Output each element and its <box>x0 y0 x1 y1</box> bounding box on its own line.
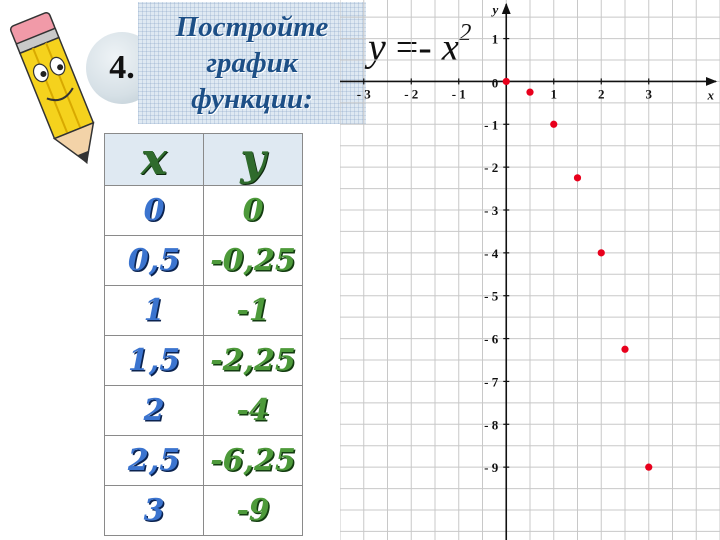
table-cell-x: 1,5 <box>105 336 204 386</box>
y-tick-label: - 3 <box>484 203 499 218</box>
y-tick-label: - 8 <box>484 417 499 433</box>
formula-y: y <box>368 24 386 70</box>
table-row <box>105 336 303 386</box>
y-tick-label: - 7 <box>484 374 499 390</box>
table-cell-x: 0 <box>105 186 204 236</box>
x-axis-label: x <box>707 87 714 103</box>
task-title-line-1: Постройте <box>175 11 329 43</box>
table-row <box>105 236 303 286</box>
y-tick-label: 1 <box>491 31 499 47</box>
table-header-y: y <box>204 134 303 186</box>
data-point <box>574 174 581 181</box>
value-table <box>104 133 303 536</box>
table-cell-y: -9 <box>204 486 303 536</box>
data-point <box>598 249 605 256</box>
data-point <box>621 346 628 353</box>
table-row <box>105 486 303 536</box>
table-row <box>105 186 303 236</box>
pencil-mascot-image <box>8 8 108 180</box>
y-tick-label: - 1 <box>484 117 499 133</box>
table-cell-x: 0,5 <box>105 236 204 286</box>
task-number: 4. <box>109 49 135 86</box>
y-tick-label: - 6 <box>484 331 499 347</box>
x-tick-label: - 3 <box>356 86 371 102</box>
data-point <box>645 464 652 471</box>
y-axis-label: y <box>492 2 499 17</box>
table-header-x: x <box>105 134 204 186</box>
table-cell-y: -2,25 <box>204 336 303 386</box>
task-title-line-3: функции: <box>191 83 313 115</box>
table-cell-x: 3 <box>105 486 204 536</box>
table-cell-y: -6,25 <box>204 436 303 486</box>
table-cell-x: 2 <box>105 386 204 436</box>
x-tick-label: - 1 <box>451 86 466 102</box>
y-tick-label: - 4 <box>484 245 499 261</box>
data-point <box>503 78 510 85</box>
table-cell-y: -0,25 <box>204 236 303 286</box>
table-cell-y: 0 <box>204 186 303 236</box>
task-title-box <box>138 2 366 124</box>
y-tick-label: - 5 <box>484 288 499 304</box>
y-tick-label: - 2 <box>484 160 499 176</box>
coordinate-plane <box>340 0 720 540</box>
table-header-row <box>105 134 303 186</box>
formula-power: 2 <box>459 20 472 46</box>
data-point <box>550 121 557 128</box>
x-tick-label: 1 <box>550 86 557 102</box>
table-cell-x: 1 <box>105 286 204 336</box>
formula-x: x <box>441 24 460 70</box>
origin-label: 0 <box>491 75 499 91</box>
table-cell-y: -4 <box>204 386 303 436</box>
x-tick-label: 2 <box>598 86 605 102</box>
y-tick-label: - 9 <box>484 460 499 476</box>
x-tick-label: - 2 <box>404 86 419 102</box>
x-tick-label: 3 <box>645 86 652 102</box>
table-row <box>105 286 303 336</box>
formula-equals: =- <box>395 24 432 70</box>
table-cell-y: -1 <box>204 286 303 336</box>
table-row <box>105 436 303 486</box>
table-row <box>105 386 303 436</box>
data-point <box>526 89 533 96</box>
task-title-line-2: график <box>206 47 298 79</box>
table-cell-x: 2,5 <box>105 436 204 486</box>
